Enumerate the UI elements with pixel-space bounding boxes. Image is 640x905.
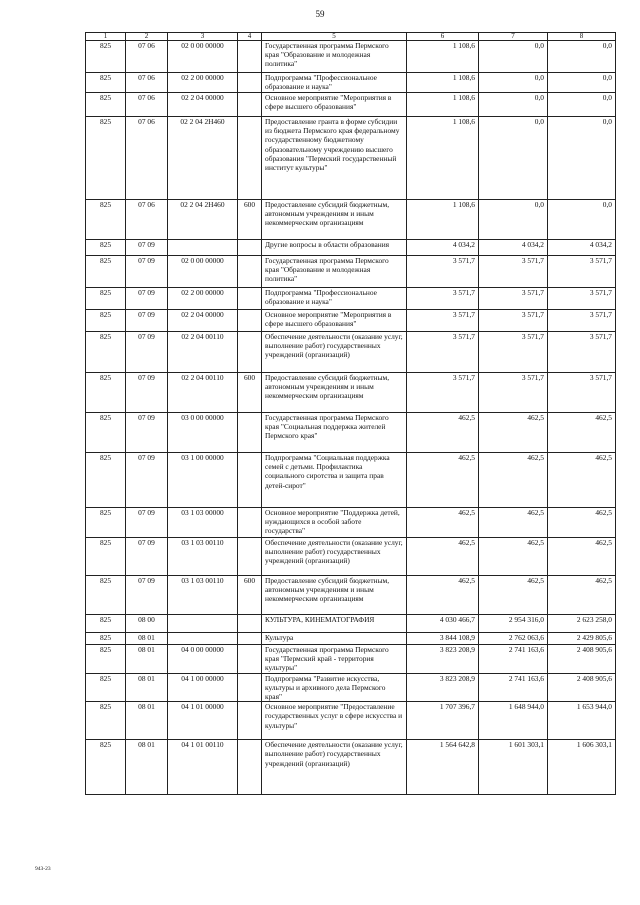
column-header: 3 [168,33,238,41]
table-cell: 825 [86,256,126,288]
table-cell: 0,0 [548,73,616,93]
table-cell: Предоставление субсидий бюджетным, автономным учреждениям и иным некоммерческим организациям [262,373,407,413]
table-cell: 02 2 04 2Н460 [168,117,238,200]
table-row [86,413,616,453]
table-cell: 4 034,2 [407,240,479,256]
table-cell: 462,5 [407,413,479,453]
table-cell [238,615,262,633]
column-header: 6 [407,33,479,41]
table-row [86,200,616,240]
table-cell: 0,0 [479,200,548,240]
table-cell: 0,0 [548,200,616,240]
table-cell: 07 09 [126,576,168,615]
document-code: 943-23 [35,866,51,872]
table-cell: 3 571,7 [479,256,548,288]
table-row [86,538,616,576]
table-cell: КУЛЬТУРА, КИНЕМАТОГРАФИЯ [262,615,407,633]
table-cell: 03 1 00 00000 [168,453,238,508]
table-cell: 3 571,7 [407,288,479,310]
table-cell: 2 741 163,6 [479,673,548,702]
table-cell: 825 [86,453,126,508]
table-cell: 02 2 04 00110 [168,332,238,373]
table-cell: 07 09 [126,288,168,310]
table-cell: 3 571,7 [548,256,616,288]
table-cell: Основное мероприятие "Мероприятия в сфере высшего образования" [262,93,407,117]
table-cell: 0,0 [548,41,616,73]
table-cell [238,310,262,332]
column-header: 5 [262,33,407,41]
page-number: 59 [315,9,325,19]
table-cell: Предоставление гранта в форме субсидии из бюджета Пермского края федеральному государственному бюджетному образовательному учреждению высшего образования "Пермский государственный институт культуры" [262,117,407,200]
table-cell: 825 [86,41,126,73]
table-cell [238,41,262,73]
table-cell: 07 09 [126,310,168,332]
column-header: 8 [548,33,616,41]
table-cell: 462,5 [479,576,548,615]
table-cell [238,673,262,702]
table-cell: 2 741 163,6 [479,645,548,674]
table-cell: 3 571,7 [407,256,479,288]
table-cell: 462,5 [407,453,479,508]
table-cell: 07 09 [126,332,168,373]
table-cell [238,453,262,508]
table-cell: Другие вопросы в области образования [262,240,407,256]
table-cell: Обеспечение деятельности (оказание услуг, выполнение работ) государственных учреждений (организаций) [262,538,407,576]
table-cell: 08 01 [126,740,168,795]
table-cell: 08 01 [126,633,168,645]
table-cell: 02 0 00 00000 [168,41,238,73]
table-cell: 2 408 905,6 [548,645,616,674]
table-cell: 07 09 [126,373,168,413]
table-cell [168,615,238,633]
table-row [86,117,616,200]
table-cell: 462,5 [407,508,479,538]
table-cell: Предоставление субсидий бюджетным, автономным учреждениям и иным некоммерческим организациям [262,200,407,240]
table-row [86,256,616,288]
table-cell: 462,5 [548,413,616,453]
table-cell: 600 [238,373,262,413]
column-header-row [86,33,616,41]
table-cell: 07 09 [126,538,168,576]
table-cell: 825 [86,508,126,538]
table-cell: 08 01 [126,702,168,740]
table-cell: 03 1 03 00000 [168,508,238,538]
table-cell: 1 564 642,8 [407,740,479,795]
table-cell: 02 2 00 00000 [168,288,238,310]
table-row [86,633,616,645]
table-cell: 03 1 03 00110 [168,538,238,576]
table-cell: 1 707 396,7 [407,702,479,740]
table-cell: 0,0 [548,117,616,200]
table-cell [238,288,262,310]
table-cell: 462,5 [548,538,616,576]
table-cell: Обеспечение деятельности (оказание услуг, выполнение работ) государственных учреждений (организаций) [262,740,407,795]
table-cell [238,256,262,288]
table-cell: 07 09 [126,256,168,288]
table-cell: 07 06 [126,93,168,117]
table-cell: Обеспечение деятельности (оказание услуг, выполнение работ) государственных учреждений (организаций) [262,332,407,373]
table-cell: 462,5 [548,576,616,615]
table-cell: 462,5 [407,538,479,576]
table-cell: 07 09 [126,413,168,453]
table-cell: 08 01 [126,645,168,674]
table-cell: 04 1 01 00110 [168,740,238,795]
table-cell [238,117,262,200]
table-cell: 08 01 [126,673,168,702]
table-cell: 04 1 01 00000 [168,702,238,740]
table-row [86,288,616,310]
table-cell [238,633,262,645]
table-cell: Государственная программа Пермского края "Пермский край - территория культуры" [262,645,407,674]
table-cell [168,240,238,256]
column-header: 4 [238,33,262,41]
table-cell: 02 0 00 00000 [168,256,238,288]
table-cell: 825 [86,332,126,373]
table-cell: Предоставление субсидий бюджетным, автономным учреждениям и иным некоммерческим организациям [262,576,407,615]
table-cell: Подпрограмма "Развитие искусства, культуры и архивного дела Пермского края" [262,673,407,702]
table-cell: 07 09 [126,240,168,256]
table-cell: 825 [86,93,126,117]
table-row [86,310,616,332]
table-cell: 4 030 466,7 [407,615,479,633]
table-row [86,740,616,795]
table-cell: 825 [86,576,126,615]
table-cell [238,73,262,93]
budget-table [85,32,616,795]
table-cell: 1 108,6 [407,41,479,73]
table-cell [238,740,262,795]
table-row [86,576,616,615]
table-cell: 1 108,6 [407,200,479,240]
table-cell: 3 571,7 [548,332,616,373]
table-row [86,332,616,373]
table-cell: 462,5 [479,413,548,453]
table-row [86,673,616,702]
table-row [86,73,616,93]
table-cell [238,508,262,538]
table-cell: Подпрограмма "Профессиональное образование и наука" [262,73,407,93]
table-cell: 825 [86,117,126,200]
table-cell: 1 648 944,0 [479,702,548,740]
table-cell: 3 571,7 [479,310,548,332]
table-cell: 2 429 805,6 [548,633,616,645]
table-cell: Основное мероприятие "Предоставление государственных услуг в сфере искусства и культуры" [262,702,407,740]
table-cell: 825 [86,413,126,453]
table-cell [238,538,262,576]
table-cell: 02 2 04 2Н460 [168,200,238,240]
table-cell: 04 0 00 00000 [168,645,238,674]
table-cell: 04 1 00 00000 [168,673,238,702]
table-cell: 1 601 303,1 [479,740,548,795]
table-cell: 462,5 [548,508,616,538]
table-cell: 0,0 [479,93,548,117]
table-cell: 825 [86,615,126,633]
table-row [86,702,616,740]
table-row [86,508,616,538]
table-cell: 462,5 [407,576,479,615]
table-cell: 3 571,7 [407,332,479,373]
table-row [86,453,616,508]
table-cell: Культура [262,633,407,645]
table-cell: 825 [86,740,126,795]
table-cell: Государственная программа Пермского края "Образование и молодежная политика" [262,256,407,288]
table-cell: 825 [86,200,126,240]
table-cell: 0,0 [479,41,548,73]
column-header: 7 [479,33,548,41]
table-cell: 07 09 [126,453,168,508]
table-cell: 07 06 [126,117,168,200]
table-cell: 462,5 [479,508,548,538]
table-row [86,240,616,256]
table-cell: 825 [86,373,126,413]
table-cell: 3 571,7 [548,373,616,413]
table-cell: 1 108,6 [407,117,479,200]
table-cell: 2 408 905,6 [548,673,616,702]
table-cell: 1 108,6 [407,73,479,93]
table-cell: 825 [86,288,126,310]
table-cell: 3 844 108,9 [407,633,479,645]
table-row [86,615,616,633]
table-cell: 3 571,7 [548,288,616,310]
table-cell: 1 606 303,1 [548,740,616,795]
table-cell [238,645,262,674]
table-cell: 825 [86,310,126,332]
table-cell: 02 2 04 00000 [168,310,238,332]
table-cell [238,93,262,117]
table-cell: Подпрограмма "Социальная поддержка семей с детьми. Профилактика социального сиротства и защита прав детей-сирот" [262,453,407,508]
table-cell: 2 623 258,0 [548,615,616,633]
table-cell: Основное мероприятие "Мероприятия в сфере высшего образования" [262,310,407,332]
table-cell [238,332,262,373]
table-cell: 825 [86,645,126,674]
table-cell [238,240,262,256]
table-cell: 02 2 00 00000 [168,73,238,93]
table-cell: 462,5 [548,453,616,508]
table-cell: Государственная программа Пермского края "Социальная поддержка жителей Пермского края" [262,413,407,453]
table-cell: 462,5 [479,538,548,576]
table-cell: 3 823 208,9 [407,673,479,702]
table-cell: 825 [86,240,126,256]
table-row [86,93,616,117]
table-cell [238,702,262,740]
table-cell: 825 [86,633,126,645]
table-cell: 02 2 04 00000 [168,93,238,117]
table-cell: 07 09 [126,508,168,538]
table-cell: Подпрограмма "Профессиональное образование и наука" [262,288,407,310]
table-cell: 825 [86,673,126,702]
table-cell: 600 [238,200,262,240]
table-cell: 03 0 00 00000 [168,413,238,453]
table-cell [168,633,238,645]
table-cell: 0,0 [479,73,548,93]
table-cell: 02 2 04 00110 [168,373,238,413]
table-cell: 1 108,6 [407,93,479,117]
table-cell: 0,0 [548,93,616,117]
table-cell: 07 06 [126,41,168,73]
table-cell: 3 571,7 [479,332,548,373]
table-cell: 4 034,2 [479,240,548,256]
table-cell: 3 823 208,9 [407,645,479,674]
table-cell: 600 [238,576,262,615]
table-cell: 1 653 944,0 [548,702,616,740]
table-row [86,41,616,73]
column-header: 1 [86,33,126,41]
table-cell: 825 [86,538,126,576]
table-cell: 07 06 [126,73,168,93]
table-cell: 07 06 [126,200,168,240]
table-cell: 0,0 [479,117,548,200]
table-row [86,373,616,413]
table-cell: 2 762 063,6 [479,633,548,645]
table-cell: 3 571,7 [407,373,479,413]
table-cell: 3 571,7 [407,310,479,332]
table-cell [238,413,262,453]
table-cell: 03 1 03 00110 [168,576,238,615]
table-cell: 825 [86,73,126,93]
table-cell: 3 571,7 [548,310,616,332]
table-row [86,645,616,674]
table-cell: 462,5 [479,453,548,508]
table-cell: 825 [86,702,126,740]
table-cell: 4 034,2 [548,240,616,256]
table-cell: Государственная программа Пермского края "Образование и молодежная политика" [262,41,407,73]
column-header: 2 [126,33,168,41]
table-cell: Основное мероприятие "Поддержка детей, нуждающихся в особой заботе государства" [262,508,407,538]
table-cell: 3 571,7 [479,373,548,413]
table-cell: 2 954 316,0 [479,615,548,633]
table-cell: 08 00 [126,615,168,633]
table-cell: 3 571,7 [479,288,548,310]
